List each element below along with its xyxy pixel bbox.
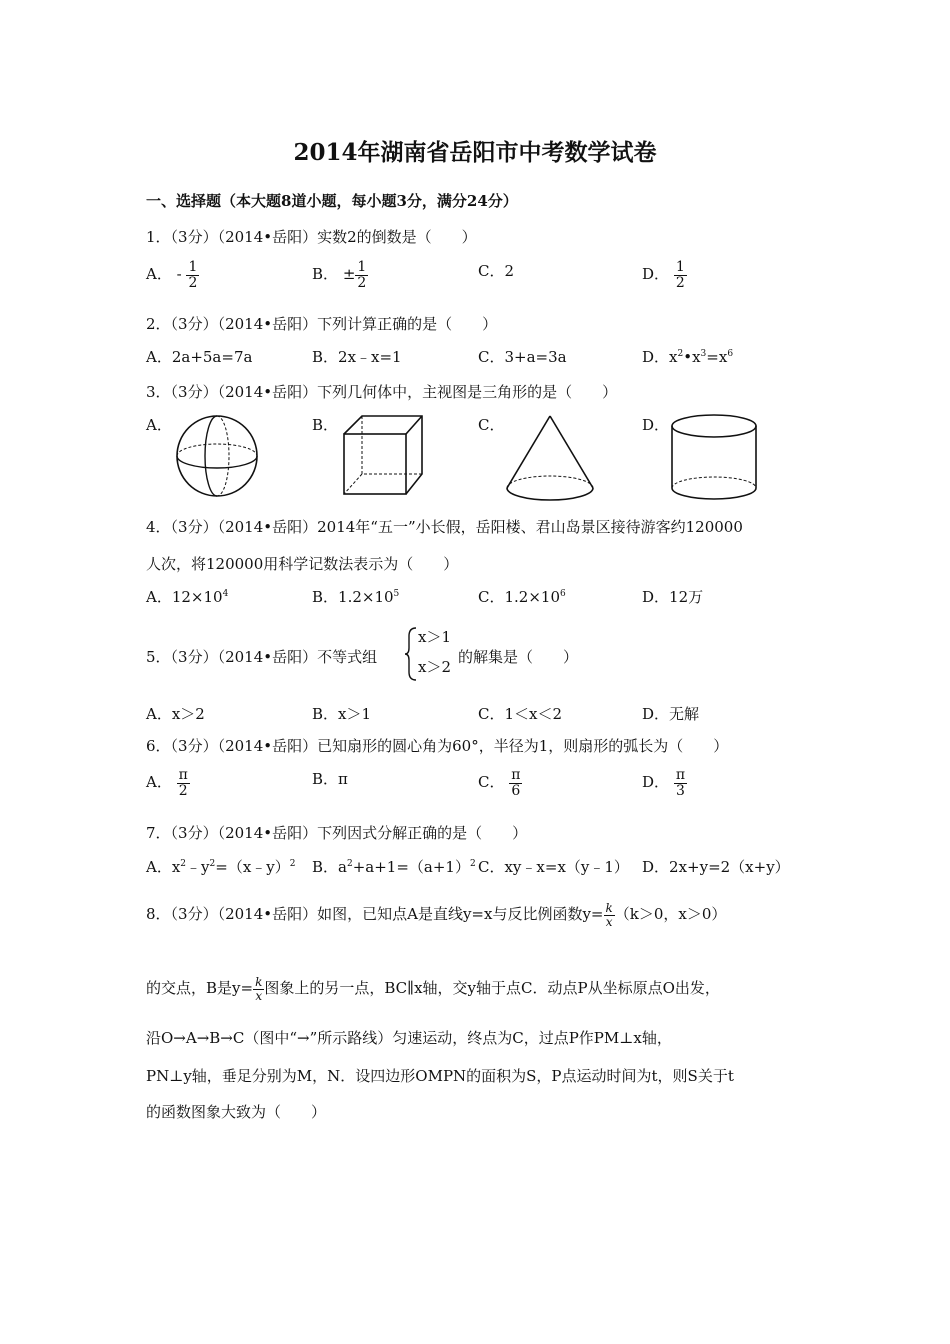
q8-line4: PN⊥y轴，垂足分别为M，N．设四边形OMPN的面积为S，P点运动时间为t，则S关于t — [146, 1067, 734, 1085]
cylinder-figure — [668, 412, 762, 506]
q5-stem-post: 的解集是（ ） — [458, 648, 579, 666]
q4-option-d: D．12万 — [642, 588, 704, 606]
q1-b-label: B． — [312, 265, 339, 284]
q8-line2-pre: 的交点，B是y= — [146, 979, 254, 998]
q1-a-fraction — [186, 260, 199, 290]
q7-option-a — [146, 856, 296, 877]
q1-a-den: 2 — [188, 274, 198, 291]
q8-line2-post: 图象上的另一点，BC∥x轴，交y轴于点C．动点P从坐标原点O出发， — [264, 979, 720, 998]
q6-d-label: D． — [642, 773, 670, 792]
q6-a-fraction — [177, 768, 190, 798]
q4-a-label: A． — [146, 588, 172, 606]
q1-b-num: 1 — [357, 259, 367, 275]
q4-a-exp: 4 — [222, 589, 229, 599]
q1-d-den: 2 — [675, 274, 685, 291]
q2-option-a: A．2a+5a=7a — [146, 348, 253, 366]
q6-a-num: π — [178, 767, 188, 783]
q7-option-d: D．2x+y=2（x+y） — [642, 858, 790, 876]
q1-b-den: 2 — [357, 274, 367, 291]
q1-d-fraction — [674, 260, 687, 290]
q7-stem: 7．（3分）（2014•岳阳）下列因式分解正确的是（ ） — [146, 824, 528, 842]
q6-option-b: B．π — [312, 770, 348, 788]
q4-c-exp: 6 — [560, 589, 566, 599]
q6-option-a — [146, 768, 190, 798]
q3-stem: 3．（3分）（2014•岳阳）下列几何体中，主视图是三角形的是（ ） — [146, 383, 618, 401]
q5-inequality-system — [404, 626, 464, 682]
q5-inequality-1: x＞1 — [418, 628, 452, 646]
q8-line2 — [146, 976, 720, 1002]
q2-d-exp1: 2 — [677, 349, 684, 359]
q5-inequality-2: x＞2 — [418, 658, 452, 676]
q7-b-post: +a+1=（a+1） — [352, 858, 470, 876]
q8-k-2: k — [255, 975, 263, 989]
q4-b-exp: 5 — [393, 589, 400, 599]
q2-option-d — [642, 346, 733, 367]
q1-c-label: C． — [478, 262, 505, 280]
left-brace-icon — [404, 626, 418, 682]
q6-c-num: π — [511, 767, 521, 783]
q8-x: x — [605, 914, 613, 929]
q4-a-base: 12×10 — [171, 588, 223, 606]
q8-k: k — [605, 901, 613, 915]
q1-a-num: 1 — [188, 259, 198, 275]
section-heading: 一、选择题（本大题8道小题，每小题3分，满分24分） — [146, 192, 518, 210]
q1-d-num: 1 — [675, 259, 685, 275]
q1-option-a — [146, 260, 199, 290]
q4-stem-line2: 人次，将120000用科学记数法表示为（ ） — [146, 555, 459, 573]
q7-b-exp2: 2 — [469, 859, 476, 869]
q7-a-exp3: 2 — [289, 859, 296, 869]
q8-fraction-k-over-x — [604, 902, 615, 928]
q4-option-c — [478, 586, 566, 607]
q6-c-den: 6 — [511, 782, 521, 799]
q5-option-c: C．1＜x＜2 — [478, 705, 563, 723]
q3-label-a: A． — [146, 416, 172, 434]
q6-d-num: π — [675, 767, 686, 783]
q7-a-label: A．x — [146, 858, 181, 876]
q6-a-label: A． — [146, 773, 172, 792]
q7-b-label: B．a — [312, 858, 347, 876]
q5-option-d: D．无解 — [642, 705, 700, 723]
q8-line1-post: （k＞0，x＞0） — [614, 905, 727, 924]
q7-option-c: C．xy﹣x=x（y﹣1） — [478, 858, 629, 876]
q4-option-a — [146, 586, 228, 607]
q4-option-b — [312, 586, 399, 607]
q2-option-c: C．3+a=3a — [478, 348, 567, 366]
q4-b-label: B． — [312, 588, 339, 606]
q6-a-den: 2 — [178, 782, 188, 799]
q1-b-fraction — [355, 260, 368, 290]
q1-a-sign: - — [176, 265, 182, 284]
q3-label-b: B． — [312, 416, 339, 434]
sphere-figure — [172, 414, 262, 500]
q1-b-sign: ± — [342, 265, 356, 284]
q7-b-exp1: 2 — [346, 859, 353, 869]
q7-a-mid: ﹣y — [186, 858, 210, 876]
q2-stem: 2．（3分）（2014•岳阳）下列计算正确的是（ ） — [146, 315, 498, 333]
q7-option-b — [312, 856, 476, 877]
q6-option-c — [478, 768, 522, 798]
cone-figure — [503, 412, 597, 504]
q2-d-x1: x — [669, 348, 678, 366]
q1-stem: 1．（3分）（2014•岳阳）实数2的倒数是（ ） — [146, 228, 477, 246]
q2-d-exp3: 6 — [727, 349, 734, 359]
q2-d-mid: •x — [683, 348, 701, 366]
q8-fraction-k-over-x-2 — [253, 976, 264, 1002]
q1-c-text: 2 — [504, 262, 515, 280]
q4-b-base: 1.2×10 — [338, 588, 394, 606]
q7-a-post: =（x﹣y） — [215, 858, 290, 876]
q1-d-label: D． — [642, 265, 670, 284]
q1-option-b — [312, 260, 368, 290]
q6-option-d — [642, 768, 687, 798]
q6-c-fraction — [509, 768, 522, 798]
q6-stem: 6．（3分）（2014•岳阳）已知扇形的圆心角为60°，半径为1，则扇形的弧长为（ ） — [146, 737, 729, 755]
q8-line1 — [146, 902, 726, 928]
q8-line1-pre: 8．（3分）（2014•岳阳）如图，已知点A是直线y=x与反比例函数y= — [146, 905, 604, 924]
q4-stem-line1: 4．（3分）（2014•岳阳）2014年“五一”小长假，岳阳楼、君山岛景区接待游客约120000 — [146, 518, 743, 536]
q2-d-exp2: 3 — [700, 349, 707, 359]
q8-line3: 沿O→A→B→C（图中“→”所示路线）匀速运动，终点为C，过点P作PM⊥x轴， — [146, 1029, 672, 1047]
q1-a-label: A． — [146, 265, 172, 284]
q1-option-d — [642, 260, 687, 290]
q5-option-b: B．x＞1 — [312, 705, 372, 723]
q8-x-2: x — [255, 988, 263, 1003]
q3-label-c: C． — [478, 416, 505, 434]
q5-stem-pre: 5．（3分）（2014•岳阳）不等式组 — [146, 648, 378, 666]
q7-a-exp1: 2 — [180, 859, 187, 869]
q6-d-den: 3 — [675, 782, 685, 799]
q2-d-label: D． — [642, 348, 670, 366]
q5-option-a: A．x＞2 — [146, 705, 205, 723]
q3-label-d: D． — [642, 416, 670, 434]
q4-c-base: 1.2×10 — [504, 588, 560, 606]
q6-d-fraction — [674, 768, 687, 798]
exam-title: 2014年湖南省岳阳市中考数学试卷 — [293, 139, 657, 166]
q6-c-label: C． — [478, 773, 505, 792]
q7-a-exp2: 2 — [209, 859, 216, 869]
q2-option-b: B．2x﹣x=1 — [312, 348, 402, 366]
q1-option-c — [478, 260, 514, 281]
q2-d-eq: =x — [706, 348, 728, 366]
cube-figure — [338, 412, 428, 498]
q4-c-label: C． — [478, 588, 505, 606]
q8-line5: 的函数图象大致为（ ） — [146, 1103, 327, 1121]
